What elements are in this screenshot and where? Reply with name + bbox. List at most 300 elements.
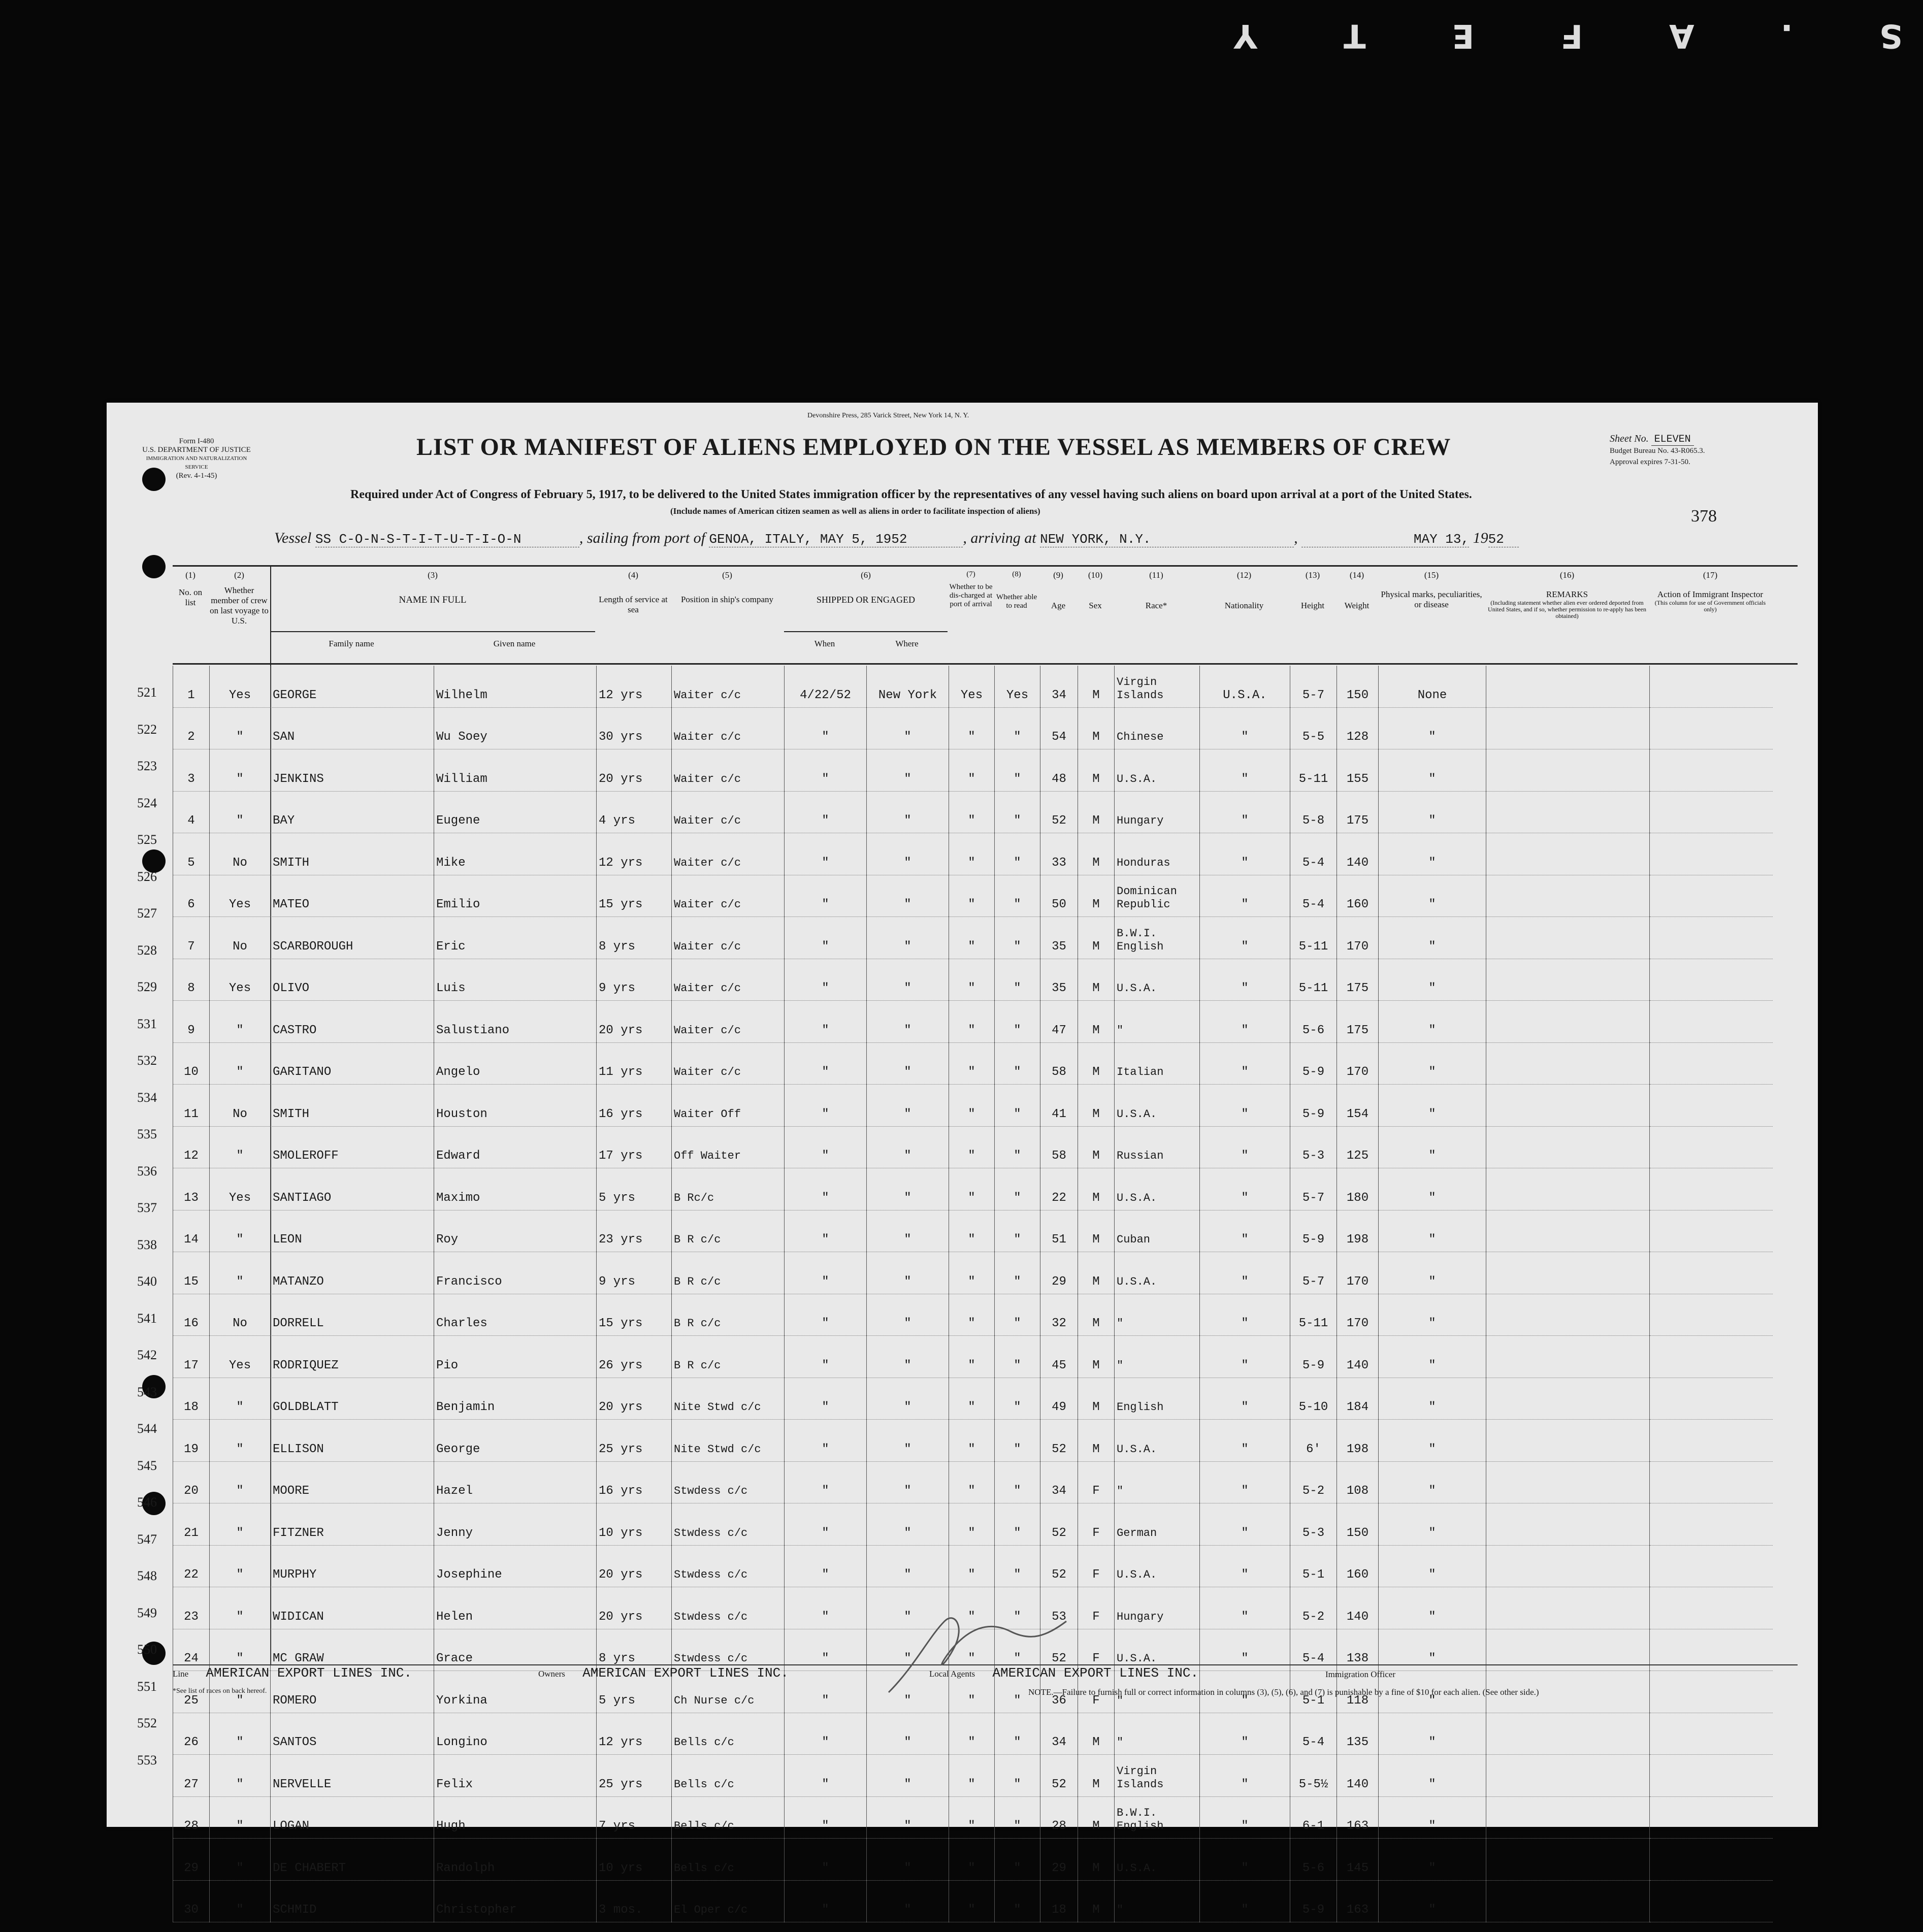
cell-weight: 135 <box>1337 1713 1379 1755</box>
cell-age: 52 <box>1040 1629 1078 1671</box>
cell-family: SMOLEROFF <box>271 1126 434 1168</box>
cell-position: El Oper c/c <box>672 1880 785 1922</box>
table-row <box>173 833 1773 875</box>
cell-race: Russian <box>1115 1126 1200 1168</box>
cell-marks: " <box>1379 1671 1486 1713</box>
table-row <box>173 1210 1773 1252</box>
cell-discharged: " <box>949 1755 995 1797</box>
cell-no: 3 <box>173 749 210 792</box>
cell-family: SANTIAGO <box>271 1168 434 1210</box>
cell-given: Edward <box>434 1126 597 1168</box>
cell-race: Virgin Islands <box>1115 666 1200 707</box>
cell-remarks <box>1486 1587 1650 1629</box>
cell-race: Honduras <box>1115 833 1200 875</box>
departure-port: GENOA, ITALY, MAY 5, 1952 <box>709 532 963 547</box>
cell-discharged: " <box>949 1839 995 1881</box>
handwritten-line-number: 526 <box>137 869 157 884</box>
cell-action <box>1650 1001 1773 1043</box>
cell-action <box>1650 1294 1773 1336</box>
cell-age: 36 <box>1040 1671 1078 1713</box>
cell-race: Hungary <box>1115 1587 1200 1629</box>
cell-sex: M <box>1078 1880 1115 1922</box>
cell-weight: 160 <box>1337 875 1379 917</box>
table-row <box>173 875 1773 917</box>
cell-no: 6 <box>173 875 210 917</box>
cell-action <box>1650 1378 1773 1420</box>
cell-discharged: " <box>949 1378 995 1420</box>
cell-age: 52 <box>1040 1755 1078 1797</box>
cell-nationality: " <box>1200 959 1290 1001</box>
cell-nationality: " <box>1200 1880 1290 1922</box>
cell-family: GEORGE <box>271 666 434 707</box>
cell-service: 7 yrs <box>597 1796 672 1839</box>
cell-service: 8 yrs <box>597 1629 672 1671</box>
cell-marks: " <box>1379 1378 1486 1420</box>
cell-service: 12 yrs <box>597 1713 672 1755</box>
cell-given: Jenny <box>434 1503 597 1546</box>
cell-age: 34 <box>1040 1713 1078 1755</box>
cell-sex: M <box>1078 749 1115 792</box>
cell-remarks <box>1486 1461 1650 1503</box>
cell-service: 26 yrs <box>597 1336 672 1378</box>
cell-height: 5-6 <box>1290 1001 1337 1043</box>
cell-read: " <box>995 1085 1040 1127</box>
cell-read: " <box>995 1839 1040 1881</box>
cell-when: 4/22/52 <box>785 666 867 707</box>
cell-nationality: " <box>1200 1671 1290 1713</box>
cell-height: 5-3 <box>1290 1126 1337 1168</box>
cell-where: " <box>867 1545 949 1587</box>
cell-crew: " <box>210 1126 271 1168</box>
cell-when: " <box>785 1713 867 1755</box>
cell-nationality: " <box>1200 749 1290 792</box>
cell-service: 25 yrs <box>597 1420 672 1462</box>
col-5-header: (5) Position in ship's company <box>680 570 774 604</box>
table-row <box>173 1880 1773 1922</box>
cell-action <box>1650 1880 1773 1922</box>
cell-family: MATEO <box>271 875 434 917</box>
handwritten-signature <box>868 1591 1082 1702</box>
cell-crew: No <box>210 1294 271 1336</box>
cell-height: 6' <box>1290 1420 1337 1462</box>
cell-where: " <box>867 1420 949 1462</box>
cell-given: Felix <box>434 1755 597 1797</box>
cell-nationality: " <box>1200 1629 1290 1671</box>
cell-sex: F <box>1078 1503 1115 1546</box>
cell-marks: " <box>1379 1461 1486 1503</box>
cell-race: " <box>1115 1336 1200 1378</box>
cell-position: Waiter c/c <box>672 666 785 707</box>
cell-service: 17 yrs <box>597 1126 672 1168</box>
handwritten-line-number: 528 <box>137 942 157 958</box>
penalty-note: NOTE.—Failure to furnish full or correct information in columns (3), (5), (6), and (7) is punishable by a fine of $10 for each alien. (See other side.) <box>1028 1687 1539 1697</box>
handwritten-line-number: 551 <box>137 1679 157 1694</box>
cell-age: 54 <box>1040 707 1078 749</box>
cell-nationality: " <box>1200 1042 1290 1085</box>
handwritten-line-number: 548 <box>137 1568 157 1583</box>
cell-position: Waiter Off <box>672 1085 785 1127</box>
cell-discharged: " <box>949 1210 995 1252</box>
cell-position: Waiter c/c <box>672 1001 785 1043</box>
cell-marks: " <box>1379 707 1486 749</box>
shipped-when-header: When <box>814 639 835 648</box>
cell-when: " <box>785 1839 867 1881</box>
cell-height: 5-4 <box>1290 833 1337 875</box>
handwritten-line-number: 547 <box>137 1531 157 1547</box>
cell-where: " <box>867 1294 949 1336</box>
cell-service: 12 yrs <box>597 666 672 707</box>
cell-given: Wu Soey <box>434 707 597 749</box>
cell-given: Hazel <box>434 1461 597 1503</box>
cell-no: 25 <box>173 1671 210 1713</box>
cell-position: Waiter c/c <box>672 791 785 833</box>
cell-discharged: " <box>949 1671 995 1713</box>
col-2-header: (2) Whether member of crew on last voyage to U.S. <box>210 570 269 626</box>
cell-read: " <box>995 833 1040 875</box>
table-row <box>173 1545 1773 1587</box>
cell-height: 5-1 <box>1290 1545 1337 1587</box>
cell-read: " <box>995 1671 1040 1713</box>
cell-no: 15 <box>173 1252 210 1294</box>
inclusion-note: (Include names of American citizen seamen as well as aliens in order to facilitate inspection of aliens) <box>670 506 1040 516</box>
cell-read: " <box>995 1042 1040 1085</box>
cell-action <box>1650 1336 1773 1378</box>
footer-owners <box>538 1665 789 1681</box>
cell-weight: 145 <box>1337 1839 1379 1881</box>
cell-crew: Yes <box>210 1168 271 1210</box>
cell-sex: M <box>1078 1126 1115 1168</box>
cell-read: " <box>995 1001 1040 1043</box>
cell-sex: M <box>1078 833 1115 875</box>
cell-service: 15 yrs <box>597 1294 672 1336</box>
cell-discharged: " <box>949 1042 995 1085</box>
cell-where: " <box>867 1796 949 1839</box>
cell-where: " <box>867 1252 949 1294</box>
cell-action <box>1650 791 1773 833</box>
cell-family: MOORE <box>271 1461 434 1503</box>
cell-when: " <box>785 1252 867 1294</box>
cell-age: 22 <box>1040 1168 1078 1210</box>
col-1-header: (1) No. on list <box>178 570 203 607</box>
cell-nationality: U.S.A. <box>1200 666 1290 707</box>
cell-weight: 180 <box>1337 1168 1379 1210</box>
cell-discharged: " <box>949 1503 995 1546</box>
col-12-header: (12) Nationality <box>1224 570 1264 610</box>
cell-where: " <box>867 1629 949 1671</box>
table-row <box>173 1755 1773 1797</box>
cell-discharged: " <box>949 1336 995 1378</box>
cell-age: 49 <box>1040 1378 1078 1420</box>
cell-nationality: " <box>1200 1839 1290 1881</box>
cell-crew: Yes <box>210 1336 271 1378</box>
cell-when: " <box>785 1420 867 1462</box>
table-row <box>173 1126 1773 1168</box>
cell-age: 33 <box>1040 833 1078 875</box>
cell-age: 58 <box>1040 1126 1078 1168</box>
cell-remarks <box>1486 1378 1650 1420</box>
cell-marks: " <box>1379 1629 1486 1671</box>
cell-action <box>1650 1210 1773 1252</box>
cell-no: 10 <box>173 1042 210 1085</box>
cell-no: 1 <box>173 666 210 707</box>
cell-action <box>1650 1168 1773 1210</box>
cell-where: " <box>867 1839 949 1881</box>
cell-where: " <box>867 917 949 959</box>
cell-family: MURPHY <box>271 1545 434 1587</box>
cell-no: 28 <box>173 1796 210 1839</box>
cell-read: " <box>995 1503 1040 1546</box>
cell-remarks <box>1486 1796 1650 1839</box>
handwritten-line-number: 544 <box>137 1421 157 1436</box>
cell-crew: " <box>210 1210 271 1252</box>
cell-remarks <box>1486 749 1650 792</box>
cell-crew: " <box>210 1587 271 1629</box>
film-edge-text: S.AFETY <box>1147 17 1903 54</box>
cell-sex: M <box>1078 1001 1115 1043</box>
table-row <box>173 1252 1773 1294</box>
form-identification <box>138 437 255 480</box>
cell-crew: " <box>210 1503 271 1546</box>
handwritten-line-number: 522 <box>137 722 157 737</box>
cell-action <box>1650 1126 1773 1168</box>
cell-marks: " <box>1379 1168 1486 1210</box>
cell-action <box>1650 749 1773 792</box>
cell-nationality: " <box>1200 833 1290 875</box>
cell-crew: " <box>210 749 271 792</box>
cell-given: Josephine <box>434 1545 597 1587</box>
cell-age: 58 <box>1040 1042 1078 1085</box>
cell-no: 30 <box>173 1880 210 1922</box>
cell-family: RODRIQUEZ <box>271 1336 434 1378</box>
cell-service: 20 yrs <box>597 1378 672 1420</box>
cell-remarks <box>1486 1210 1650 1252</box>
cell-when: " <box>785 1168 867 1210</box>
cell-nationality: " <box>1200 1713 1290 1755</box>
cell-age: 47 <box>1040 1001 1078 1043</box>
cell-crew: " <box>210 1839 271 1881</box>
cell-nationality: " <box>1200 1294 1290 1336</box>
cell-family: SMITH <box>271 833 434 875</box>
cell-service: 9 yrs <box>597 959 672 1001</box>
cell-race: Dominican Republic <box>1115 875 1200 917</box>
cell-when: " <box>785 1503 867 1546</box>
cell-where: " <box>867 1755 949 1797</box>
cell-nationality: " <box>1200 875 1290 917</box>
cell-action <box>1650 1587 1773 1629</box>
form-number: Form I-480 <box>179 437 214 445</box>
cell-remarks <box>1486 917 1650 959</box>
cell-given: Benjamin <box>434 1378 597 1420</box>
cell-when: " <box>785 1880 867 1922</box>
cell-position: Ch Nurse c/c <box>672 1671 785 1713</box>
cell-weight: 118 <box>1337 1671 1379 1713</box>
cell-sex: M <box>1078 1839 1115 1881</box>
cell-family: ELLISON <box>271 1420 434 1462</box>
cell-race: U.S.A. <box>1115 1168 1200 1210</box>
cell-remarks <box>1486 1001 1650 1043</box>
cell-nationality: " <box>1200 707 1290 749</box>
cell-position: B R c/c <box>672 1210 785 1252</box>
cell-action <box>1650 1503 1773 1546</box>
cell-height: 5-3 <box>1290 1503 1337 1546</box>
handwritten-line-number: 537 <box>137 1200 157 1215</box>
cell-family: JENKINS <box>271 749 434 792</box>
cell-weight: 175 <box>1337 1001 1379 1043</box>
cell-discharged: " <box>949 1085 995 1127</box>
handwritten-line-number: 552 <box>137 1716 157 1730</box>
cell-height: 5-4 <box>1290 1713 1337 1755</box>
cell-given: Wilhelm <box>434 666 597 707</box>
handwritten-line-number: 536 <box>137 1163 157 1178</box>
table-row <box>173 1713 1773 1755</box>
cell-action <box>1650 875 1773 917</box>
shipped-where-header: Where <box>895 639 919 648</box>
requirement-statement: Required under Act of Congress of February 5, 1917, to be delivered to the United States immigration officer by the representatives of any vessel having such aliens on board upon arrival at a port of the United States. <box>350 488 1472 501</box>
cell-service: 12 yrs <box>597 833 672 875</box>
cell-action <box>1650 917 1773 959</box>
races-note: *See list of races on back hereof. <box>173 1687 267 1695</box>
cell-no: 19 <box>173 1420 210 1462</box>
cell-sex: M <box>1078 1085 1115 1127</box>
page-number: 378 <box>1691 507 1717 526</box>
cell-marks: " <box>1379 917 1486 959</box>
cell-crew: Yes <box>210 959 271 1001</box>
table-row <box>173 1461 1773 1503</box>
cell-given: Angelo <box>434 1042 597 1085</box>
cell-race: English <box>1115 1378 1200 1420</box>
cell-no: 29 <box>173 1839 210 1881</box>
cell-position: B R c/c <box>672 1336 785 1378</box>
cell-family: SAN <box>271 707 434 749</box>
cell-race: U.S.A. <box>1115 959 1200 1001</box>
handwritten-line-number: 525 <box>137 832 157 847</box>
cell-sex: M <box>1078 1168 1115 1210</box>
cell-remarks <box>1486 833 1650 875</box>
cell-when: " <box>785 1796 867 1839</box>
col-13-header: (13) Height <box>1300 570 1325 610</box>
cell-height: 5-4 <box>1290 875 1337 917</box>
cell-action <box>1650 1461 1773 1503</box>
handwritten-line-number: 524 <box>137 795 157 810</box>
cell-when: " <box>785 1755 867 1797</box>
cell-height: 5-1 <box>1290 1671 1337 1713</box>
cell-where: " <box>867 1336 949 1378</box>
cell-no: 4 <box>173 791 210 833</box>
cell-marks: " <box>1379 1042 1486 1085</box>
cell-marks: " <box>1379 1085 1486 1127</box>
handwritten-line-number: 545 <box>137 1458 157 1473</box>
cell-discharged: " <box>949 959 995 1001</box>
cell-when: " <box>785 1085 867 1127</box>
col-9-header: (9) Age <box>1051 570 1066 610</box>
cell-when: " <box>785 1545 867 1587</box>
cell-no: 21 <box>173 1503 210 1546</box>
cell-given: Longino <box>434 1713 597 1755</box>
service-name: IMMIGRATION AND NATURALIZATION SERVICE <box>146 455 247 470</box>
cell-marks: " <box>1379 791 1486 833</box>
cell-discharged: " <box>949 1545 995 1587</box>
cell-read: " <box>995 1713 1040 1755</box>
cell-weight: 140 <box>1337 1587 1379 1629</box>
cell-read: " <box>995 1755 1040 1797</box>
cell-no: 5 <box>173 833 210 875</box>
cell-when: " <box>785 917 867 959</box>
cell-height: 5-9 <box>1290 1042 1337 1085</box>
cell-discharged: " <box>949 1252 995 1294</box>
cell-marks: " <box>1379 1755 1486 1797</box>
cell-sex: M <box>1078 1796 1115 1839</box>
cell-height: 5-7 <box>1290 666 1337 707</box>
cell-nationality: " <box>1200 1336 1290 1378</box>
cell-given: Yorkina <box>434 1671 597 1713</box>
cell-crew: No <box>210 917 271 959</box>
cell-remarks <box>1486 1042 1650 1085</box>
cell-remarks <box>1486 875 1650 917</box>
cell-height: 5-7 <box>1290 1252 1337 1294</box>
cell-height: 5-11 <box>1290 959 1337 1001</box>
handwritten-line-number: 535 <box>137 1127 157 1141</box>
cell-service: 20 yrs <box>597 1587 672 1629</box>
table-row <box>173 1378 1773 1420</box>
cell-when: " <box>785 749 867 792</box>
cell-when: " <box>785 1629 867 1671</box>
cell-family: ROMERO <box>271 1671 434 1713</box>
cell-no: 26 <box>173 1713 210 1755</box>
cell-when: " <box>785 791 867 833</box>
cell-when: " <box>785 1336 867 1378</box>
cell-race: U.S.A. <box>1115 1252 1200 1294</box>
cell-service: 20 yrs <box>597 749 672 792</box>
table-row <box>173 1336 1773 1378</box>
cell-service: 10 yrs <box>597 1503 672 1546</box>
vessel-label: Vessel <box>274 530 312 546</box>
cell-nationality: " <box>1200 1210 1290 1252</box>
year-prefix: 19 <box>1473 530 1488 546</box>
cell-age: 29 <box>1040 1839 1078 1881</box>
cell-service: 5 yrs <box>597 1671 672 1713</box>
cell-weight: 154 <box>1337 1085 1379 1127</box>
cell-nationality: " <box>1200 1085 1290 1127</box>
table-row <box>173 917 1773 959</box>
cell-where: " <box>867 875 949 917</box>
cell-nationality: " <box>1200 1126 1290 1168</box>
cell-position: Waiter c/c <box>672 875 785 917</box>
col-6-header: (6) SHIPPED OR ENGAGED <box>816 570 915 605</box>
cell-where: " <box>867 1461 949 1503</box>
cell-height: 5-11 <box>1290 749 1337 792</box>
cell-age: 29 <box>1040 1252 1078 1294</box>
cell-marks: " <box>1379 1294 1486 1336</box>
cell-weight: 150 <box>1337 666 1379 707</box>
cell-height: 5-11 <box>1290 917 1337 959</box>
cell-race: Chinese <box>1115 707 1200 749</box>
cell-sex: M <box>1078 1378 1115 1420</box>
cell-when: " <box>785 1042 867 1085</box>
col-15-header: (15) Physical marks, peculiarities, or disease <box>1381 570 1482 609</box>
cell-given: Mike <box>434 833 597 875</box>
cell-family: LEON <box>271 1210 434 1252</box>
cell-read: " <box>995 1880 1040 1922</box>
cell-when: " <box>785 1001 867 1043</box>
cell-remarks <box>1486 1713 1650 1755</box>
handwritten-line-number: 550 <box>137 1642 157 1657</box>
cell-sex: F <box>1078 1587 1115 1629</box>
cell-action <box>1650 1713 1773 1755</box>
manifest-sheet <box>107 403 1818 1917</box>
cell-when: " <box>785 1587 867 1629</box>
cell-crew: " <box>210 707 271 749</box>
cell-given: Pio <box>434 1336 597 1378</box>
